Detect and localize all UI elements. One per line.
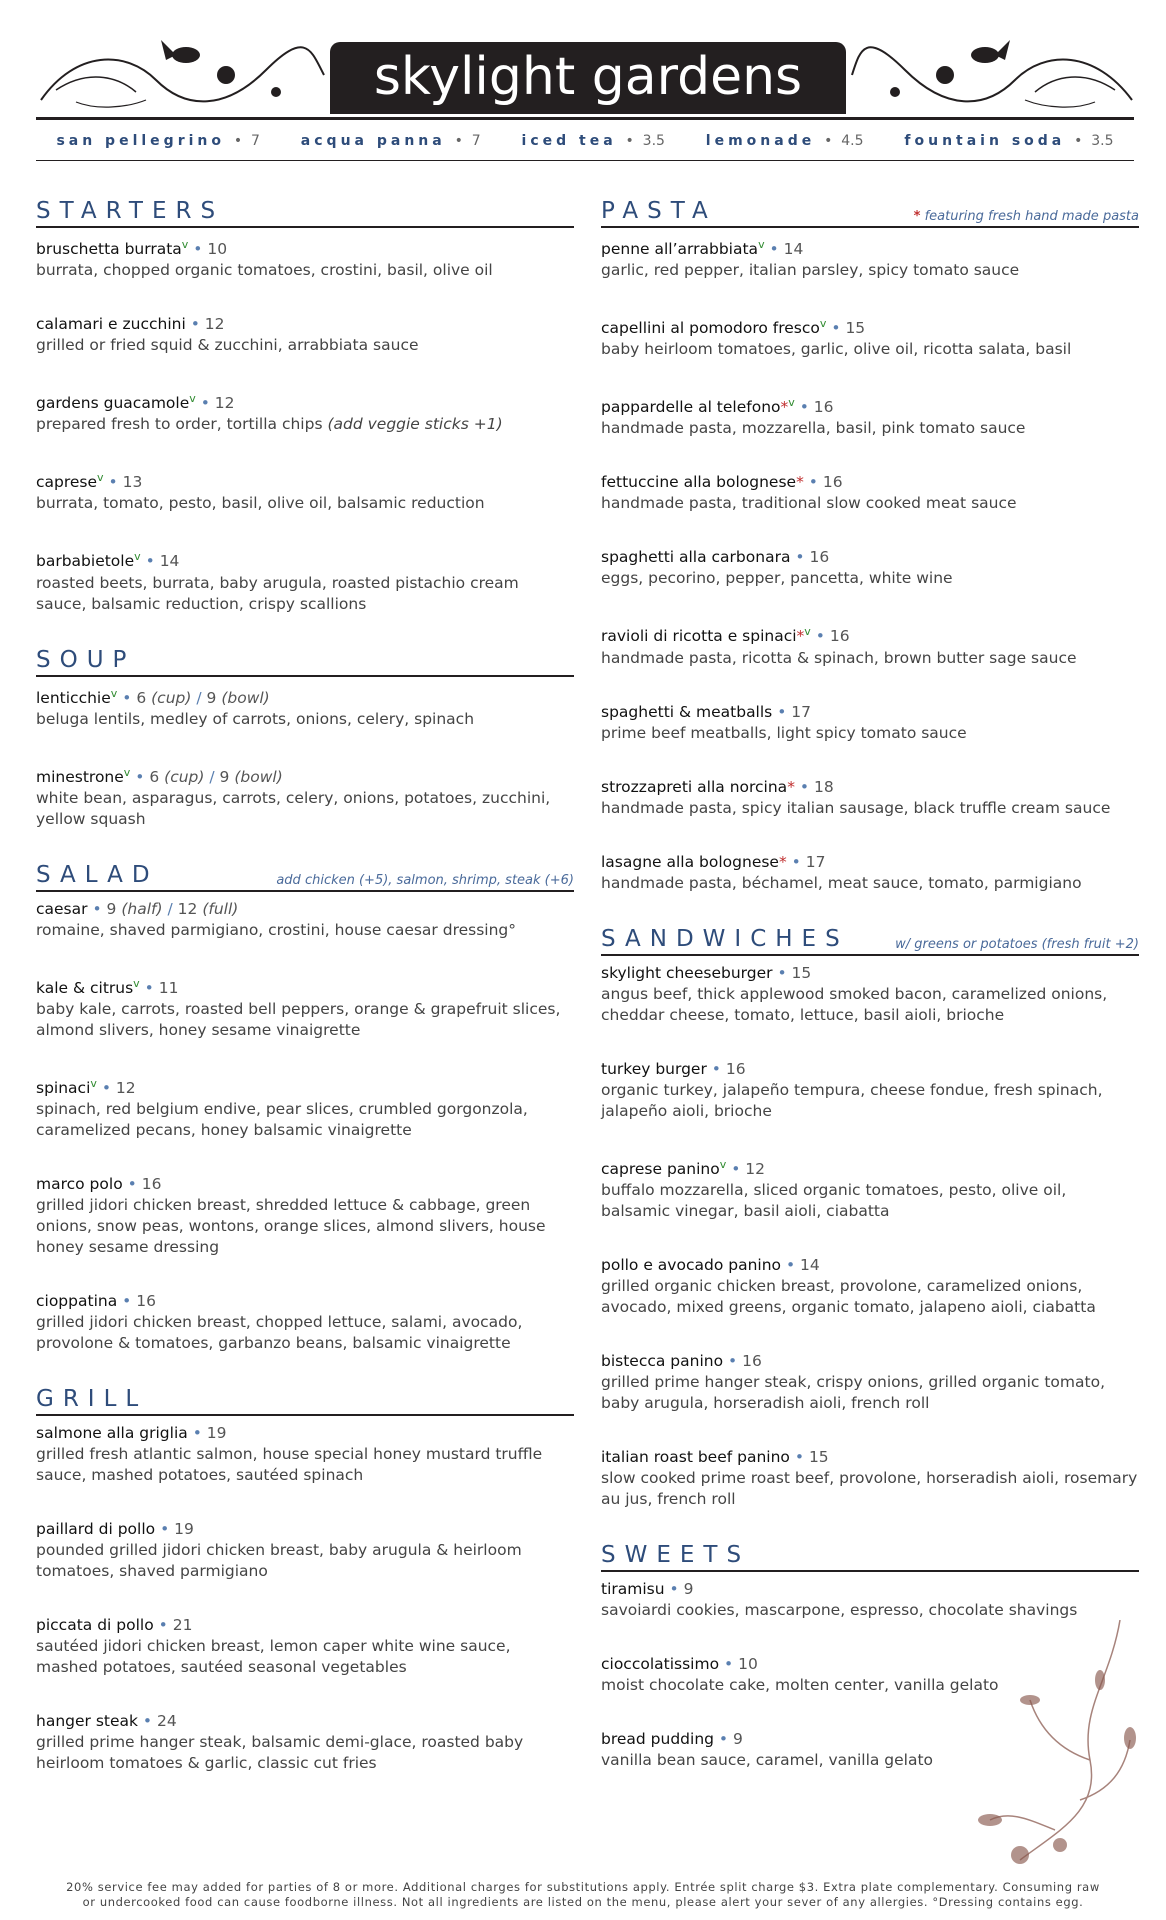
header-rule-bottom <box>36 160 1134 161</box>
menu-item: piccata di pollo • 21 sautéed jidori chicken breast, lemon caper white wine sauce, mashed potatoes, sautéed seasonal vegetables <box>36 1614 574 1678</box>
vegetarian-icon: v <box>819 317 827 331</box>
menu-item: bruschetta burrata$^v$ • 10 burrata, chopped organic tomatoes, crostini, basil, olive oil <box>36 234 574 281</box>
left-swirl-ornament-icon <box>36 30 326 115</box>
right-swirl-ornament-icon <box>850 30 1135 115</box>
item-price: 16 <box>813 398 834 417</box>
section-note: add chicken (+5), salmon, shrimp, steak (+6) <box>276 872 574 888</box>
item-description: roasted beets, burrata, baby arugula, roasted pistachio cream sauce, balsamic reduction, crispy scallions <box>36 573 519 613</box>
item-price: 24 <box>157 1712 177 1731</box>
handmade-star-icon: * <box>787 777 795 796</box>
section-title: SANDWICHES <box>601 925 849 952</box>
item-description: handmade pasta, mozzarella, basil, pink tomato sauce <box>601 419 1026 438</box>
item-description: grilled prime hanger steak, balsamic demi-glace, roasted baby heirloom tomatoes & garlic, classic cut fries <box>36 1733 524 1773</box>
item-description: beluga lentils, medley of carrots, onions, celery, spinach <box>36 709 475 728</box>
item-name: caprese <box>36 473 98 492</box>
footer-line: or undercooked food can cause foodborne illness. Not all ingredients are listed on the menu, please alert your sever of any allergies. °Dressing contains egg. <box>82 1895 1084 1909</box>
item-name: cioccolatissimo <box>601 1654 720 1673</box>
section-title: GRILL <box>36 1386 148 1413</box>
menu-item: fettuccine alla bolognese* • 16 handmade pasta, traditional slow cooked meat sauce <box>601 471 1139 514</box>
item-name: minestrone <box>36 767 124 786</box>
vegetarian-icon: v <box>788 396 795 410</box>
item-description: baby heirloom tomatoes, garlic, olive oil, ricotta salata, basil <box>601 340 1072 359</box>
handmade-star-icon: * <box>796 473 804 492</box>
item-description: grilled or fried squid & zucchini, arrabbiata sauce <box>36 336 419 355</box>
vegetarian-icon: v <box>189 392 196 406</box>
item-price: 16 <box>829 627 850 646</box>
item-description: sautéed jidori chicken breast, lemon caper white wine sauce, mashed potatoes, sautéed seasonal vegetables <box>36 1637 511 1677</box>
menu-item: italian roast beef panino • 15 slow cooked prime roast beef, provolone, horseradish aioli, rosemary au jus, french roll <box>601 1447 1138 1508</box>
item-name: ravioli di ricotta e spinaci <box>601 627 797 646</box>
item-description: prime beef meatballs, light spicy tomato sauce <box>601 723 967 742</box>
item-price: 17 <box>791 702 812 721</box>
item-price: 14 <box>800 1255 820 1274</box>
item-price: 12 <box>745 1159 766 1178</box>
menu-item: paillard di pollo • 19 pounded grilled jidori chicken breast, baby arugula & heirloom tomatoes, shaved parmigiano <box>36 1518 574 1582</box>
section-salad <box>36 862 574 1354</box>
menu-item: spaghetti & meatballs • 17 prime beef meatballs, light spicy tomato sauce <box>601 701 1139 744</box>
item-description: grilled fresh atlantic salmon, house special honey mustard truffle sauce, mashed potatoes, sautéed spinach <box>36 1445 543 1485</box>
item-name: skylight cheeseburger <box>601 963 773 982</box>
section-header <box>36 1386 574 1416</box>
item-name: spinaci <box>36 1079 91 1098</box>
item-name: penne all’arrabbiata <box>601 240 759 259</box>
item-description: burrata, chopped organic tomatoes, crostini, basil, olive oil <box>36 261 493 280</box>
item-name: gardens guacamole <box>36 394 190 413</box>
right-column <box>601 198 1139 1803</box>
vegetarian-icon: v <box>719 1157 727 1171</box>
item-name: marco polo <box>36 1175 123 1194</box>
item-description: grilled prime hanger steak, crispy onions, grilled organic tomato, baby arugula, horseradish aioli, french roll <box>601 1372 1105 1412</box>
header-rule-top <box>36 117 1134 120</box>
beverage-item: fountain soda • 3.5 <box>904 133 1114 149</box>
menu-item: cioccolatissimo • 10 moist chocolate cake, molten center, vanilla gelato <box>601 1653 1139 1696</box>
item-price: 14 <box>159 552 180 571</box>
item-price: 19 <box>206 1424 227 1443</box>
item-description: prepared fresh to order, tortilla chips (add veggie sticks +1) <box>36 415 503 434</box>
item-name: bread pudding <box>601 1729 714 1748</box>
menu-item: minestrone$^v$ • 6 (cup) / 9 (bowl) white bean, asparagus, carrots, celery, onions, potatoes, zucchini, yellow squash <box>36 762 574 830</box>
section-header <box>601 1542 1139 1572</box>
item-price: 16 <box>742 1351 762 1370</box>
item-name: strozzapreti alla norcina <box>601 777 788 796</box>
menu-item: caprese panino$^v$ • 12 buffalo mozzarella, sliced organic tomatoes, pesto, olive oil, balsamic vinegar, basil aioli, ciabatta <box>601 1154 1139 1222</box>
item-name: cioppatina <box>36 1292 118 1311</box>
item-name: italian roast beef panino <box>601 1447 790 1466</box>
item-price: 16 <box>725 1059 746 1078</box>
item-price: 18 <box>813 777 834 796</box>
section-title: SOUP <box>36 646 136 673</box>
item-price: 19 <box>174 1520 194 1539</box>
vegetarian-icon: v <box>804 625 811 639</box>
item-name: pappardelle al telefono <box>601 398 781 417</box>
section-soup <box>36 647 574 830</box>
item-name: caesar <box>36 899 88 918</box>
menu-item: turkey burger • 16 organic turkey, jalapeño tempura, cheese fondue, fresh spinach, jalapeño aioli, brioche <box>601 1058 1139 1122</box>
item-description: handmade pasta, traditional slow cooked meat sauce <box>601 494 1017 513</box>
section-pasta <box>601 198 1139 894</box>
item-description: handmade pasta, spicy italian sausage, black truffle cream sauce <box>601 798 1111 817</box>
menu-item: capellini al pomodoro fresco$^v$ • 15 baby heirloom tomatoes, garlic, olive oil, ricotta salata, basil <box>601 313 1139 360</box>
vegetarian-icon: v <box>90 1077 97 1091</box>
item-price: 14 <box>783 240 804 259</box>
item-price: 16 <box>809 548 830 567</box>
restaurant-title: skylight gardens <box>330 42 846 114</box>
beverage-item: iced tea • 3.5 <box>521 133 665 149</box>
item-description: pounded grilled jidori chicken breast, baby arugula & heirloom tomatoes, shaved parmigiano <box>36 1541 522 1581</box>
item-description: garlic, red pepper, italian parsley, spicy tomato sauce <box>601 261 1020 280</box>
item-price: 12 <box>214 394 235 413</box>
menu-footer-disclaimer <box>30 1880 1136 1910</box>
section-header <box>36 198 574 228</box>
item-description: burrata, tomato, pesto, basil, olive oil, balsamic reduction <box>36 494 485 513</box>
menu-item: strozzapreti alla norcina* • 18 handmade pasta, spicy italian sausage, black truffle cream sauce <box>601 776 1139 819</box>
item-name: capellini al pomodoro fresco <box>601 319 820 338</box>
item-name: bruschetta burrata <box>36 240 182 259</box>
item-price: 10 <box>738 1654 758 1673</box>
section-note: * featuring fresh hand made pasta <box>913 209 1139 224</box>
item-description: moist chocolate cake, molten center, vanilla gelato <box>601 1675 999 1694</box>
handmade-star-icon: * <box>796 627 805 646</box>
menu-item: calamari e zucchini • 12 grilled or fried squid & zucchini, arrabbiata sauce <box>36 313 574 356</box>
item-price: 12 <box>115 1079 136 1098</box>
menu-item: pollo e avocado panino • 14 grilled organic chicken breast, provolone, caramelized onions, avocado, mixed greens, organic tomato, jalapeno aioli, ciabatta <box>601 1254 1139 1318</box>
section-header <box>601 926 1139 956</box>
item-description: handmade pasta, béchamel, meat sauce, tomato, parmigiano <box>601 873 1082 892</box>
item-description: organic turkey, jalapeño tempura, cheese fondue, fresh spinach, jalapeño aioli, brioche <box>601 1080 1103 1120</box>
handmade-star-icon: * <box>780 398 789 417</box>
item-price: 15 <box>791 963 812 982</box>
menu-item: marco polo • 16 grilled jidori chicken breast, shredded lettuce & cabbage, green onions, snow peas, wontons, orange slices, almond slivers, house honey sesame dressing <box>36 1173 574 1258</box>
item-name: spaghetti & meatballs <box>601 702 773 721</box>
item-name: pollo e avocado panino <box>601 1255 782 1274</box>
item-description: grilled organic chicken breast, provolone, caramelized onions, avocado, mixed greens, organic tomato, jalapeno aioli, ciabatta <box>601 1276 1096 1316</box>
menu-item: gardens guacamole$^v$ • 12 prepared fresh to order, tortilla chips (add veggie sticks +1) <box>36 388 574 435</box>
section-title: SALAD <box>36 861 159 888</box>
item-name: piccata di pollo <box>36 1616 154 1635</box>
item-name: caprese panino <box>601 1159 720 1178</box>
item-price: 16 <box>136 1292 156 1311</box>
item-name: fettuccine alla bolognese <box>601 473 797 492</box>
footer-line: 20% service fee may added for parties of 8 or more. Additional charges for substitutions apply. Entrée split charge $3. Extra plate complementary. Consuming raw <box>66 1880 1100 1894</box>
handmade-star-icon: * <box>778 852 787 871</box>
item-price: 16 <box>141 1175 162 1194</box>
section-title: STARTERS <box>36 198 225 224</box>
menu-item: cioppatina • 16 grilled jidori chicken breast, chopped lettuce, salami, avocado, provolone & tomatoes, garbanzo beans, balsamic vinaigrette <box>36 1290 574 1354</box>
vegetarian-icon: v <box>758 238 765 251</box>
vegetarian-icon: v <box>133 976 140 990</box>
section-header <box>601 198 1139 228</box>
menu-item: hanger steak • 24 grilled prime hanger steak, balsamic demi-glace, roasted baby heirloom tomatoes & garlic, classic cut fries <box>36 1710 574 1774</box>
item-description: spinach, red belgium endive, pear slices, crumbled gorgonzola, caramelized pecans, honey balsamic vinaigrette <box>36 1100 528 1140</box>
left-column <box>36 198 574 1806</box>
section-title: SWEETS <box>601 1541 751 1568</box>
menu-item: penne all’arrabbiata$^v$ • 14 garlic, red pepper, italian parsley, spicy tomato sauce <box>601 234 1139 281</box>
menu-item: caesar • 9 (half) / 12 (full) romaine, shaved parmigiano, crostini, house caesar dressing° <box>36 898 574 941</box>
item-price: 17 <box>805 852 826 871</box>
item-description: vanilla bean sauce, caramel, vanilla gelato <box>601 1750 934 1769</box>
menu-item: barbabietole$^v$ • 14 roasted beets, burrata, baby arugula, roasted pistachio cream sauce, balsamic reduction, crispy scallions <box>36 546 574 614</box>
item-price: 9 <box>733 1729 743 1748</box>
section-sandwiches <box>601 926 1139 1510</box>
vegetarian-icon: v <box>134 550 141 564</box>
item-description: eggs, pecorino, pepper, pancetta, white wine <box>601 569 953 588</box>
vegetarian-icon: v <box>123 765 131 779</box>
menu-item: skylight cheeseburger • 15 angus beef, thick applewood smoked bacon, caramelized onions, cheddar cheese, tomato, lettuce, basil aioli, brioche <box>601 962 1139 1026</box>
item-description: romaine, shaved parmigiano, crostini, house caesar dressing° <box>36 920 517 939</box>
item-name: spaghetti alla carbonara <box>601 548 791 567</box>
item-name: tiramisu <box>601 1579 665 1598</box>
menu-item: spinaci$^v$ • 12 spinach, red belgium endive, pear slices, crumbled gorgonzola, caramelized pecans, honey balsamic vinaigrette <box>36 1073 574 1141</box>
item-name: lasagne alla bolognese <box>601 852 779 871</box>
menu-header <box>0 0 1166 149</box>
menu-item: lenticchie$^v$ • 6 (cup) / 9 (bowl) beluga lentils, medley of carrots, onions, celery, spinach <box>36 683 574 730</box>
item-name: salmone alla griglia <box>36 1424 188 1443</box>
section-note: w/ greens or potatoes (fresh fruit +2) <box>895 936 1139 952</box>
menu-item: pappardelle al telefono*$^v$ • 16 handmade pasta, mozzarella, basil, pink tomato sauce <box>601 392 1139 439</box>
item-name: kale & citrus <box>36 979 134 998</box>
item-name: lenticchie <box>36 688 111 707</box>
menu-item: tiramisu • 9 savoiardi cookies, mascarpone, espresso, chocolate shavings <box>601 1578 1139 1621</box>
item-description: handmade pasta, ricotta & spinach, brown butter sage sauce <box>601 648 1077 667</box>
item-price: 15 <box>845 319 866 338</box>
item-description: grilled jidori chicken breast, chopped lettuce, salami, avocado, provolone & tomatoes, garbanzo beans, balsamic vinaigrette <box>36 1313 523 1353</box>
menu-item: lasagne alla bolognese* • 17 handmade pasta, béchamel, meat sauce, tomato, parmigiano <box>601 851 1139 894</box>
beverage-item: lemonade • 4.5 <box>705 133 864 149</box>
item-description: baby kale, carrots, roasted bell peppers, orange & grapefruit slices, almond slivers, honey sesame vinaigrette <box>36 1000 561 1040</box>
item-name: hanger steak <box>36 1712 138 1731</box>
item-name: calamari e zucchini <box>36 315 186 334</box>
item-description: slow cooked prime roast beef, provolone, horseradish aioli, rosemary au jus, french roll <box>601 1468 1138 1508</box>
menu-item: ravioli di ricotta e spinaci*$^v$ • 16 handmade pasta, ricotta & spinach, brown butter sage sauce <box>601 621 1139 668</box>
vegetarian-icon: v <box>181 238 189 251</box>
item-description: white bean, asparagus, carrots, celery, onions, potatoes, zucchini, yellow squash <box>36 788 551 828</box>
beverage-item: acqua panna • 7 <box>300 133 481 149</box>
item-price: 16 <box>822 473 843 492</box>
vegetarian-icon: v <box>97 471 104 485</box>
item-name: bistecca panino <box>601 1351 724 1370</box>
item-price: 11 <box>158 979 179 998</box>
menu-item: caprese$^v$ • 13 burrata, tomato, pesto, basil, olive oil, balsamic reduction <box>36 467 574 514</box>
menu-item: bread pudding • 9 vanilla bean sauce, caramel, vanilla gelato <box>601 1728 1139 1771</box>
item-price: 10 <box>207 240 228 259</box>
item-description: grilled jidori chicken breast, shredded lettuce & cabbage, green onions, snow peas, wontons, orange slices, almond slivers, house honey sesame dressing <box>36 1196 546 1257</box>
section-title: PASTA <box>601 198 717 224</box>
section-grill <box>36 1386 574 1774</box>
menu-item: kale & citrus$^v$ • 11 baby kale, carrots, roasted bell peppers, orange & grapefruit slices, almond slivers, honey sesame vinaigrette <box>36 973 574 1041</box>
item-description: savoiardi cookies, mascarpone, espresso, chocolate shavings <box>601 1600 1078 1619</box>
item-price: 21 <box>172 1616 193 1635</box>
section-header <box>36 647 574 677</box>
item-price: 15 <box>808 1447 829 1466</box>
section-header <box>36 862 574 892</box>
beverage-item: san pellegrino • 7 <box>56 133 260 149</box>
menu-item: bistecca panino • 16 grilled prime hanger steak, crispy onions, grilled organic tomato, baby arugula, horseradish aioli, french roll <box>601 1350 1139 1414</box>
item-name: barbabietole <box>36 552 135 571</box>
menu-item: salmone alla griglia • 19 grilled fresh atlantic salmon, house special honey mustard truffle sauce, mashed potatoes, sautéed spinach <box>36 1422 574 1486</box>
item-price: 12 <box>204 315 225 334</box>
item-name: turkey burger <box>601 1059 707 1078</box>
item-description: buffalo mozzarella, sliced organic tomatoes, pesto, olive oil, balsamic vinegar, basil aioli, ciabatta <box>601 1180 1067 1220</box>
section-starters <box>36 198 574 615</box>
item-price: 13 <box>122 473 143 492</box>
item-price: 9 <box>683 1579 694 1598</box>
beverage-bar <box>36 124 1134 158</box>
item-description: angus beef, thick applewood smoked bacon, caramelized onions, cheddar cheese, tomato, lettuce, basil aioli, brioche <box>601 984 1108 1024</box>
vegetarian-icon: v <box>110 686 118 700</box>
floral-ornament-icon <box>960 1620 1140 1870</box>
item-name: paillard di pollo <box>36 1520 156 1539</box>
menu-item: spaghetti alla carbonara • 16 eggs, pecorino, pepper, pancetta, white wine <box>601 546 1139 589</box>
